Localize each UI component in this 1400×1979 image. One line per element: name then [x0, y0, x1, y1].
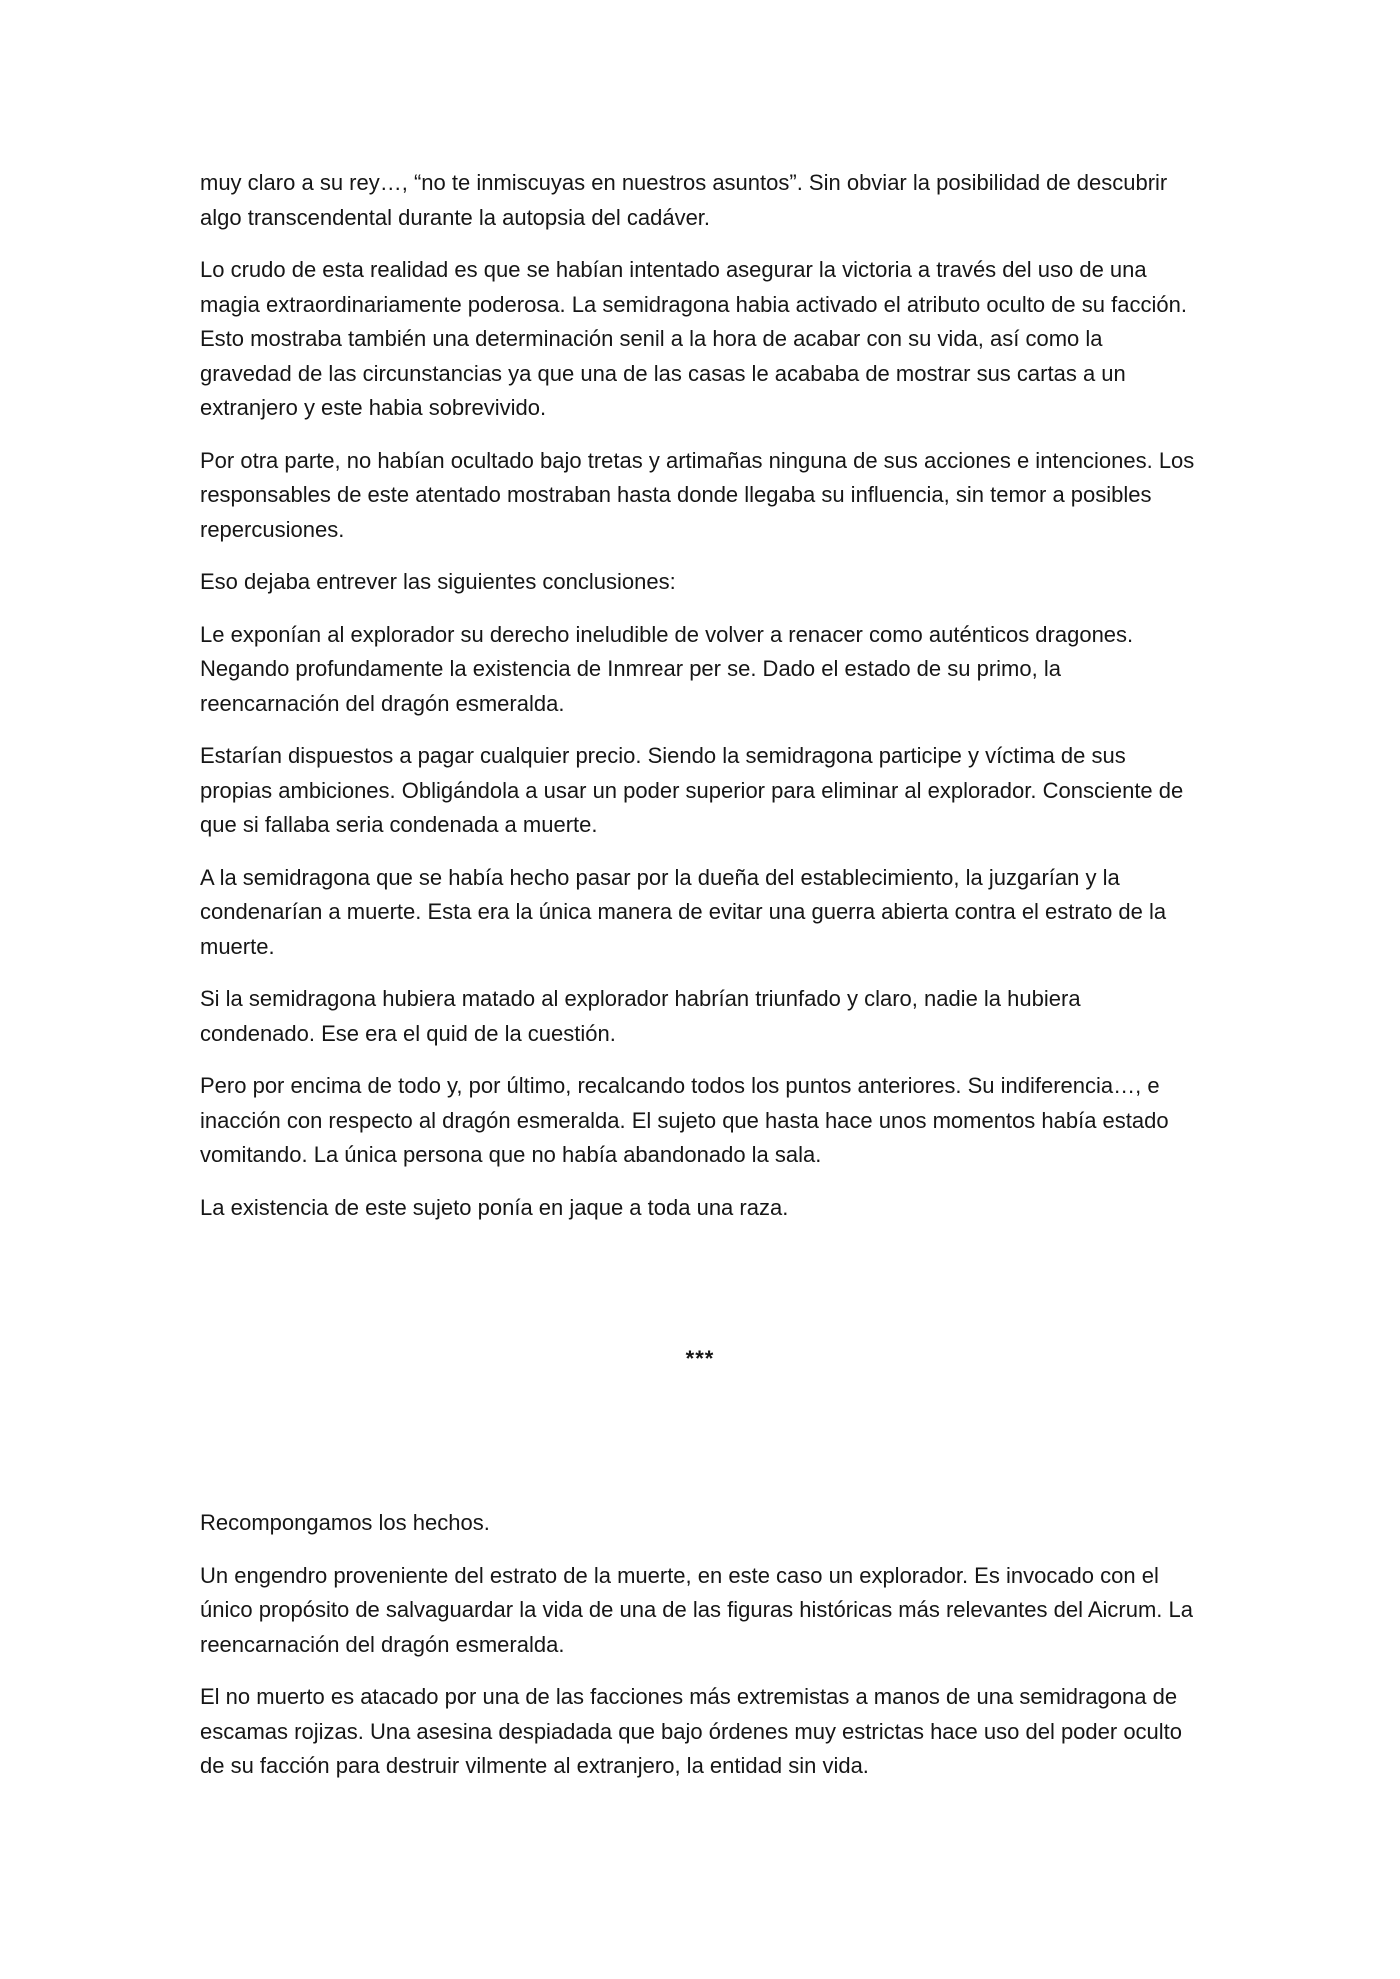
paragraph: muy claro a su rey…, “no te inmiscuyas en nuestros asuntos”. Sin obviar la posibilidad de descubrir algo transcendental durante la autopsia del cadáver.: [200, 170, 1168, 230]
paragraph: Lo crudo de esta realidad es que se habían intentado asegurar la victoria a través del uso de una magia extraordinariamente poderosa. La semidragona habia activado el atributo oculto de su facción. Esto mostraba también una determinación senil a la hora de acabar con su vida, así como la gravedad de las circunstancias ya que una de las casas le acababa de mostrar sus cartas a un extranjero y este habia sobrevivido.: [200, 257, 1187, 420]
paragraph: Por otra parte, no habían ocultado bajo tretas y artimañas ninguna de sus acciones e intenciones. Los responsables de este atentado mostraban hasta donde llegaba su influencia, sin temor a posibles repercusiones.: [200, 447, 1195, 542]
text-section-2: [200, 1506, 1200, 1802]
scene-break-separator: ***: [685, 1346, 715, 1371]
paragraph: Le exponían al explorador su derecho ineludible de volver a renacer como auténticos dragones. Negando profundamente la existencia de Inmrear per se. Dado el estado de su primo, la reencarnación del dragón esmeralda.: [200, 621, 1134, 716]
paragraph: Pero por encima de todo y, por último, recalcando todos los puntos anteriores. Su indiferencia…, e inacción con respecto al dragón esmeralda. El sujeto que hasta hace unos momentos había estado vomitando. La única persona que no había abandonado la sala.: [200, 1073, 1169, 1167]
paragraph: Recompongamos los hechos.: [200, 1510, 490, 1535]
paragraph: Eso dejaba entrever las siguientes conclusiones:: [200, 569, 676, 594]
paragraph: Si la semidragona hubiera matado al explorador habrían triunfado y claro, nadie la hubiera condenado. Ese era el quid de la cuestión.: [200, 986, 1081, 1046]
text-section-1: [200, 166, 1200, 1243]
paragraph: Estarían dispuestos a pagar cualquier precio. Siendo la semidragona participe y víctima de sus propias ambiciones. Obligándola a usar un poder superior para eliminar al explorador. Consciente de que si fallaba seria condenada a muerte.: [200, 743, 1184, 837]
paragraph: La existencia de este sujeto ponía en jaque a toda una raza.: [200, 1194, 789, 1220]
paragraph: Un engendro proveniente del estrato de la muerte, en este caso un explorador. Es invocado con el único propósito de salvaguardar la vida de una de las figuras históricas más relevantes del Aicrum. La reencarnación del dragón esmeralda.: [200, 1562, 1193, 1657]
paragraph: A la semidragona que se había hecho pasar por la dueña del establecimiento, la juzgarían y la condenarían a muerte. Esta era la única manera de evitar una guerra abierta contra el estrato de la muerte.: [200, 864, 1167, 959]
paragraph: El no muerto es atacado por una de las facciones más extremistas a manos de una semidragona de escamas rojizas. Una asesina despiadada que bajo órdenes muy estrictas hace uso del poder oculto de su facción para destruir vilmente al extranjero, la entidad sin vida.: [200, 1684, 1183, 1778]
